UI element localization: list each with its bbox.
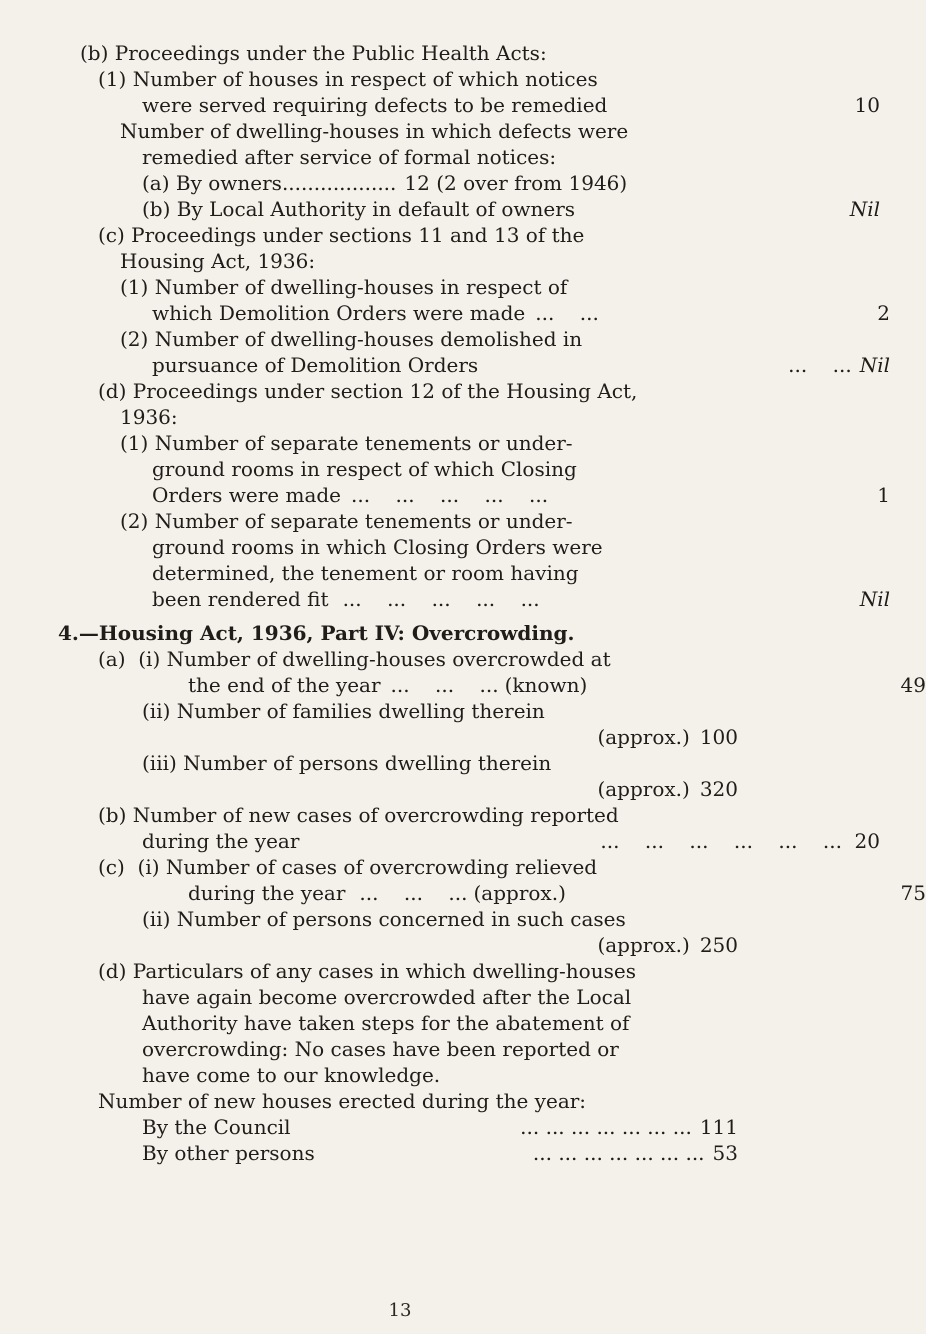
section-4-d-text-4: overcrowding: No cases have been reported or <box>142 1037 619 1061</box>
section-4-d-text-1: (d) Particulars of any cases in which dwelling-houses <box>98 959 636 983</box>
section-b-item1-text-1: (1) Number of houses in respect of which notices <box>98 67 598 91</box>
section-4-a-i-value: 49 <box>900 673 926 697</box>
section-4-b-value: 20 <box>854 829 880 853</box>
section-4-c-i-text-2: during the year <box>188 881 346 905</box>
section-4-b-text-2: during the year <box>142 829 300 853</box>
council-value: 111 <box>699 1115 738 1139</box>
section-c-heading-line2 <box>0 248 858 274</box>
new-houses-heading: Number of new houses erected during the year: <box>98 1089 587 1113</box>
section-d-item2-text-4: been rendered fit <box>152 587 329 611</box>
section-b-remedied-text-2: remedied after service of formal notices: <box>142 145 557 169</box>
section-c-item2-line2 <box>0 352 890 378</box>
section-d-item1-text-3: Orders were made <box>152 483 342 507</box>
section-4-heading <box>0 620 796 646</box>
new-houses-heading-row <box>0 1088 738 1114</box>
section-4-c-i-qualifier: (approx.) <box>473 881 566 905</box>
owners-dots: .................. <box>281 171 397 195</box>
section-d-heading-line1 <box>0 378 836 404</box>
council-dots: ... ... ... ... ... ... ... <box>520 1115 692 1139</box>
owners-value: 12 (2 over from 1946) <box>404 171 628 195</box>
section-4-a-iii-qualifier: (approx.) <box>597 777 690 801</box>
section-b-owners-row <box>0 170 880 196</box>
section-c-item1-text-1: (1) Number of dwelling-houses in respect of <box>120 275 568 299</box>
section-4-a-ii-qualifier: (approx.) <box>597 725 690 749</box>
la-value: Nil <box>849 197 880 221</box>
section-4-a-ii-text-1: (ii) Number of families dwelling therein <box>142 699 545 723</box>
section-d-item1-line3 <box>0 482 890 508</box>
other-row <box>0 1140 738 1166</box>
section-d-item2-line1 <box>0 508 858 534</box>
owners-label: (a) By owners <box>142 171 282 195</box>
section-4-c-ii-line1 <box>0 906 880 932</box>
section-4-a-i-qualifier: (known) <box>504 673 588 697</box>
section-4-heading-text: 4.—Housing Act, 1936, Part IV: Overcrowding. <box>58 621 575 645</box>
section-c-item2-text-2: pursuance of Demolition Orders <box>152 353 479 377</box>
section-4-a-ii-line2 <box>0 724 738 750</box>
section-d-item2-value: Nil <box>859 587 890 611</box>
section-b-item1-line1 <box>0 66 836 92</box>
other-label: By other persons <box>142 1141 315 1165</box>
section-4-c-ii-line2 <box>0 932 738 958</box>
section-d-item1-line2 <box>0 456 890 482</box>
section-c-heading-text-1: (c) Proceedings under sections 11 and 13 of the <box>98 223 585 247</box>
section-d-item1-text-1: (1) Number of separate tenements or under- <box>120 431 573 455</box>
section-4-tail <box>0 984 738 1166</box>
section-d-item2-text-1: (2) Number of separate tenements or under- <box>120 509 573 533</box>
section-c-item1-text-2: which Demolition Orders were made <box>152 301 526 325</box>
section-4-a-i-text-2: the end of the year <box>188 673 381 697</box>
section-d-item2-text-3: determined, the tenement or room having <box>152 561 579 585</box>
section-4-d-line4 <box>0 1036 738 1062</box>
section-4-d-text-3: Authority have taken steps for the abatement of <box>142 1011 630 1035</box>
section-b-la-row <box>0 196 880 222</box>
section-c-item2-dots: ... ... <box>788 353 852 377</box>
section-4-a-iii-line1 <box>0 750 880 776</box>
section-d-item1-text-2: ground rooms in respect of which Closing <box>152 457 577 481</box>
section-4-c-ii-text-1: (ii) Number of persons concerned in such cases <box>142 907 626 931</box>
section-4-d-line2 <box>0 984 738 1010</box>
section-d-item2-line4 <box>0 586 890 612</box>
section-d-heading-text-1: (d) Proceedings under section 12 of the Housing Act, <box>98 379 638 403</box>
section-d-heading-text-2: 1936: <box>120 405 178 429</box>
section-c-item1-value: 2 <box>877 301 890 325</box>
section-4-d-line1 <box>0 958 836 984</box>
section-4-c-ii-value: 250 <box>699 933 738 957</box>
section-4-d-text-2: have again become overcrowded after the Local <box>142 985 632 1009</box>
section-b-remedied-line2 <box>0 144 880 170</box>
other-value: 53 <box>712 1141 738 1165</box>
section-4-b-line2 <box>0 828 880 854</box>
section-4-b-dots: ... ... ... ... ... ... <box>600 829 842 853</box>
section-4-a-ii-value: 100 <box>699 725 738 749</box>
section-4-b-text-1: (b) Number of new cases of overcrowding reported <box>98 803 619 827</box>
section-d-heading-line2 <box>0 404 858 430</box>
section-4-a-i-dots: ... ... ... <box>390 673 499 697</box>
section-4-c-i-line1 <box>0 854 836 880</box>
section-4-c-i-text-1: (c) (i) Number of cases of overcrowding relieved <box>98 855 598 879</box>
section-4-d-line5 <box>0 1062 738 1088</box>
section-b-item1-value: 10 <box>854 93 880 117</box>
other-dots: ... ... ... ... ... ... ... <box>532 1141 705 1165</box>
section-d-item2-line2 <box>0 534 890 560</box>
section-c-item2-text-1: (2) Number of dwelling-houses demolished in <box>120 327 583 351</box>
section-d-item1-dots: ... ... ... ... ... <box>351 483 549 507</box>
section-c-item1-line1 <box>0 274 858 300</box>
section-c-item1-dots: ... ... <box>535 301 599 325</box>
section-d-item1-value: 1 <box>877 483 890 507</box>
section-c-heading-text-2: Housing Act, 1936: <box>120 249 316 273</box>
section-c-item1-line2 <box>0 300 890 326</box>
section-4-a-iii-value: 320 <box>699 777 738 801</box>
section-d-item2-line3 <box>0 560 890 586</box>
section-b-remedied-line1 <box>0 118 858 144</box>
section-4-d-line3 <box>0 1010 738 1036</box>
section-4-d-text-5: have come to our knowledge. <box>142 1063 441 1087</box>
section-4-a-i-text-1: (a) (i) Number of dwelling-houses overcrowded at <box>98 647 611 671</box>
section-4-c-ii-qualifier: (approx.) <box>597 933 690 957</box>
council-row <box>0 1114 738 1140</box>
section-4-a-iii-line2 <box>0 776 738 802</box>
section-b-remedied-text-1: Number of dwelling-houses in which defects were <box>120 119 629 143</box>
section-4-c-i-value: 75 <box>900 881 926 905</box>
section-b-heading-text: (b) Proceedings under the Public Health Acts: <box>80 41 547 65</box>
section-c-heading-line1 <box>0 222 836 248</box>
section-b-item1-line2 <box>0 92 880 118</box>
section-4-c-i-dots: ... ... ... <box>359 881 468 905</box>
section-4-a-ii-line1 <box>0 698 880 724</box>
council-label: By the Council <box>142 1115 291 1139</box>
section-c-item2-value: Nil <box>859 353 890 377</box>
section-c-item2-line1 <box>0 326 858 352</box>
section-4-c-i-line2 <box>0 880 926 906</box>
section-4-a-i-line2 <box>0 672 926 698</box>
page-number: 13 <box>388 1300 412 1321</box>
section-b-heading <box>0 40 818 66</box>
section-d-item2-text-2: ground rooms in which Closing Orders were <box>152 535 603 559</box>
section-b-item1-text-2: were served requiring defects to be remedied <box>142 93 608 117</box>
section-d-item1-line1 <box>0 430 858 456</box>
section-4-a-iii-text-1: (iii) Number of persons dwelling therein <box>142 751 552 775</box>
section-4-a-i-line1 <box>0 646 836 672</box>
section-d-item2-dots: ... ... ... ... ... <box>342 587 540 611</box>
la-label: (b) By Local Authority in default of owners <box>142 197 576 221</box>
section-4-b-line1 <box>0 802 836 828</box>
